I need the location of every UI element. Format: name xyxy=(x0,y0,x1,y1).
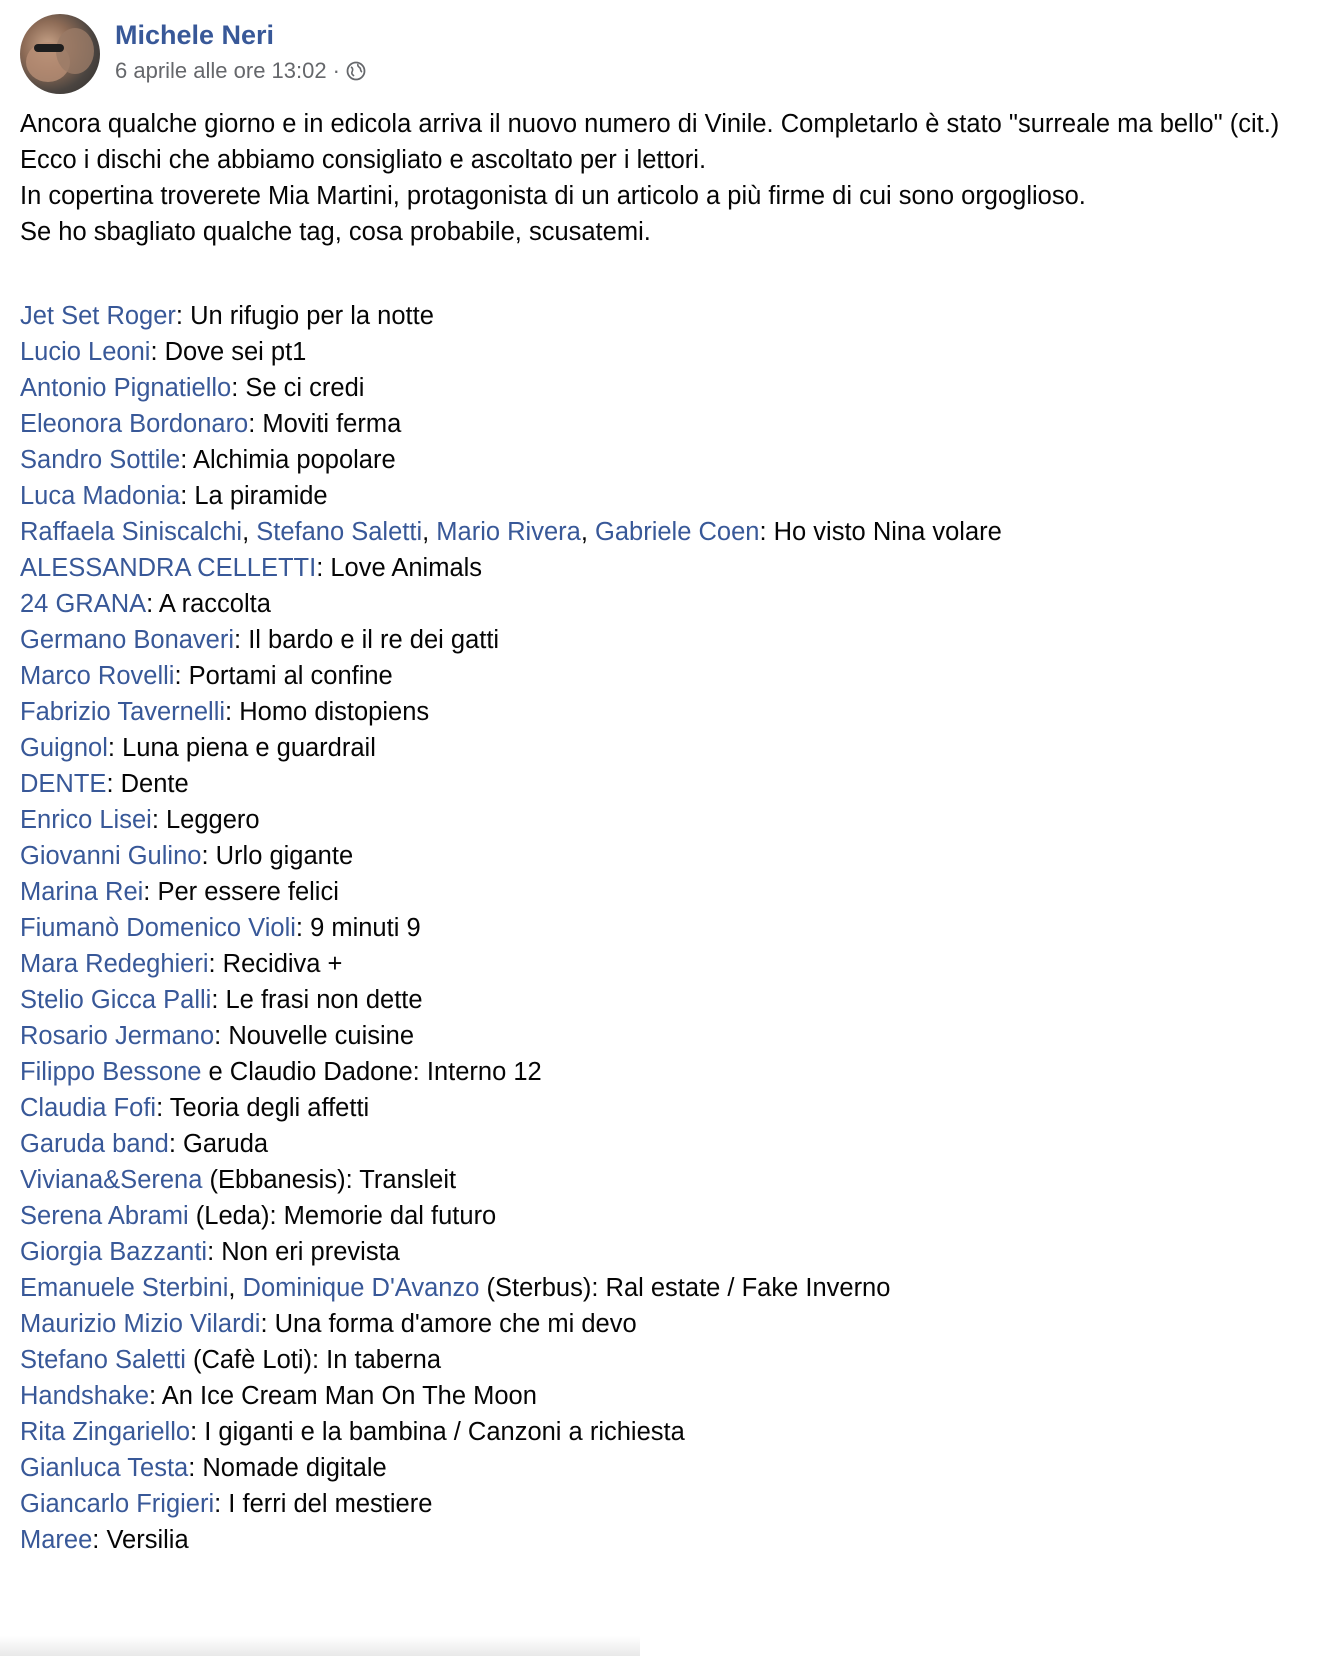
list-item xyxy=(20,298,1320,334)
album-text: : Teoria degli affetti xyxy=(156,1094,370,1122)
tagged-profile-link[interactable]: Viviana&Serena xyxy=(20,1166,203,1194)
list-item xyxy=(20,1018,1320,1054)
album-text: : Il bardo e il re dei gatti xyxy=(234,626,500,654)
album-text: (Leda): Memorie dal futuro xyxy=(188,1202,497,1230)
list-item xyxy=(20,838,1320,874)
meta-separator: · xyxy=(332,58,340,83)
tagged-profile-link[interactable]: Eleonora Bordonaro xyxy=(20,410,249,438)
tagged-profile-link[interactable]: ALESSANDRA CELLETTI xyxy=(20,554,317,582)
list-item xyxy=(20,658,1320,694)
tagged-profile-link[interactable]: Filippo Bessone xyxy=(20,1058,202,1086)
tagged-profile-link[interactable]: Maurizio Mizio Vilardi xyxy=(20,1310,261,1338)
tagged-profile-link[interactable]: Garuda band xyxy=(20,1130,169,1158)
album-text: : Garuda xyxy=(168,1130,269,1158)
list-item xyxy=(20,982,1320,1018)
album-text: , xyxy=(580,518,596,546)
album-text: : Le frasi non dette xyxy=(211,986,423,1014)
album-text: : Homo distopiens xyxy=(225,698,430,726)
intro-line: Ecco i dischi che abbiamo consigliato e ascoltato per i lettori. xyxy=(20,146,707,174)
tagged-profile-link[interactable]: Antonio Pignatiello xyxy=(20,374,232,402)
album-text: (Cafè Loti): In taberna xyxy=(185,1346,442,1374)
list-item xyxy=(20,1090,1320,1126)
album-text: , xyxy=(228,1274,243,1302)
tagged-profile-link[interactable]: Mario Rivera xyxy=(436,518,581,546)
truncation-fade xyxy=(0,1636,640,1656)
avatar[interactable] xyxy=(20,14,100,94)
tagged-profile-link[interactable]: Handshake xyxy=(20,1382,150,1410)
list-item xyxy=(20,586,1320,622)
album-text: : Dente xyxy=(106,770,189,798)
album-text: : Una forma d'amore che mi devo xyxy=(260,1310,637,1338)
album-text: : Urlo gigante xyxy=(201,842,354,870)
list-item xyxy=(20,802,1320,838)
intro-line: In copertina troverete Mia Martini, protagonista di un articolo a più firme di cui sono orgoglioso. xyxy=(20,182,1086,210)
list-item xyxy=(20,1162,1320,1198)
tagged-profile-link[interactable]: Giancarlo Frigieri xyxy=(20,1490,215,1518)
tagged-profile-link[interactable]: Raffaela Siniscalchi xyxy=(20,518,243,546)
tagged-profile-link[interactable]: Giorgia Bazzanti xyxy=(20,1238,208,1266)
list-item xyxy=(20,766,1320,802)
list-item xyxy=(20,406,1320,442)
globe-icon[interactable] xyxy=(346,59,366,79)
album-text: , xyxy=(422,518,437,546)
tagged-profile-link[interactable]: Maree xyxy=(20,1526,93,1554)
list-item xyxy=(20,1450,1320,1486)
post-timestamp[interactable]: 6 aprile alle ore 13:02 xyxy=(115,58,327,83)
album-text: : Alchimia popolare xyxy=(180,446,396,474)
tagged-profile-link[interactable]: Rosario Jermano xyxy=(20,1022,215,1050)
tagged-profile-link[interactable]: Lucio Leoni xyxy=(20,338,151,366)
album-text: : Per essere felici xyxy=(143,878,339,906)
tagged-profile-link[interactable]: Stefano Saletti xyxy=(20,1346,186,1374)
album-text: : Nouvelle cuisine xyxy=(214,1022,415,1050)
tagged-profile-link[interactable]: 24 GRANA xyxy=(20,590,147,618)
tagged-profile-link[interactable]: Emanuele Sterbini xyxy=(20,1274,229,1302)
list-item xyxy=(20,1126,1320,1162)
list-item xyxy=(20,550,1320,586)
tagged-profile-link[interactable]: Germano Bonaveri xyxy=(20,626,235,654)
album-text: : Love Animals xyxy=(316,554,483,582)
list-item xyxy=(20,1306,1320,1342)
album-text: : Recidiva + xyxy=(208,950,343,978)
album-text: : Moviti ferma xyxy=(248,410,402,438)
list-item xyxy=(20,442,1320,478)
album-text: : La piramide xyxy=(180,482,328,510)
tagged-profile-link[interactable]: Fiumanò Domenico Violi xyxy=(20,914,296,942)
tagged-profile-link[interactable]: Jet Set Roger xyxy=(20,302,176,330)
tagged-profile-link[interactable]: Mara Redeghieri xyxy=(20,950,209,978)
album-text: e Claudio Dadone: Interno 12 xyxy=(201,1058,542,1086)
author-name[interactable]: Michele Neri xyxy=(115,20,275,50)
album-text: : Luna piena e guardrail xyxy=(107,734,376,762)
tagged-profile-link[interactable]: Luca Madonia xyxy=(20,482,181,510)
album-text: : Versilia xyxy=(92,1526,189,1554)
tagged-profile-link[interactable]: Fabrizio Tavernelli xyxy=(20,698,226,726)
post-meta xyxy=(115,56,366,86)
album-text: : Se ci credi xyxy=(231,374,365,402)
album-text: : Nomade digitale xyxy=(188,1454,387,1482)
post-intro xyxy=(20,106,1320,250)
tagged-profile-link[interactable]: Enrico Lisei xyxy=(20,806,152,834)
album-list xyxy=(20,298,1320,1558)
list-item xyxy=(20,1486,1320,1522)
tagged-profile-link[interactable]: Gianluca Testa xyxy=(20,1454,189,1482)
list-item xyxy=(20,370,1320,406)
album-text: : Ho visto Nina volare xyxy=(759,518,1002,546)
album-text: : Leggero xyxy=(151,806,260,834)
album-text: : An Ice Cream Man On The Moon xyxy=(149,1382,537,1410)
tagged-profile-link[interactable]: Stelio Gicca Palli xyxy=(20,986,212,1014)
tagged-profile-link[interactable]: Claudia Fofi xyxy=(20,1094,157,1122)
intro-line: Se ho sbagliato qualche tag, cosa probabile, scusatemi. xyxy=(20,218,651,246)
list-item xyxy=(20,1270,1320,1306)
tagged-profile-link[interactable]: Stefano Saletti xyxy=(256,518,423,546)
tagged-profile-link[interactable]: Marco Rovelli xyxy=(20,662,175,690)
list-item xyxy=(20,334,1320,370)
list-item xyxy=(20,694,1320,730)
tagged-profile-link[interactable]: Dominique D'Avanzo xyxy=(242,1274,480,1302)
tagged-profile-link[interactable]: Marina Rei xyxy=(20,878,144,906)
tagged-profile-link[interactable]: DENTE xyxy=(20,770,107,798)
list-item xyxy=(20,1054,1320,1090)
list-item xyxy=(20,1522,1320,1558)
intro-line: Ancora qualche giorno e in edicola arriva il nuovo numero di Vinile. Completarlo è stato "surreale ma bello" (cit.) xyxy=(20,110,1280,138)
album-text: : I ferri del mestiere xyxy=(214,1490,433,1518)
list-item xyxy=(20,514,1320,550)
album-text: , xyxy=(242,518,257,546)
tagged-profile-link[interactable]: Guignol xyxy=(20,734,108,762)
album-text: : A raccolta xyxy=(146,590,271,618)
list-item xyxy=(20,478,1320,514)
album-text: : I giganti e la bambina / Canzoni a richiesta xyxy=(190,1418,685,1446)
tagged-profile-link[interactable]: Serena Abrami xyxy=(20,1202,189,1230)
album-text: (Sterbus): Ral estate / Fake Inverno xyxy=(479,1274,891,1302)
list-item xyxy=(20,874,1320,910)
list-item xyxy=(20,910,1320,946)
album-text: : Portami al confine xyxy=(174,662,393,690)
album-text: : 9 minuti 9 xyxy=(295,914,421,942)
album-text: : Dove sei pt1 xyxy=(150,338,307,366)
tagged-profile-link[interactable]: Giovanni Gulino xyxy=(20,842,202,870)
list-item xyxy=(20,1414,1320,1450)
list-item xyxy=(20,1198,1320,1234)
list-item xyxy=(20,1234,1320,1270)
list-item xyxy=(20,622,1320,658)
list-item xyxy=(20,1342,1320,1378)
tagged-profile-link[interactable]: Gabriele Coen xyxy=(595,518,760,546)
tagged-profile-link[interactable]: Sandro Sottile xyxy=(20,446,181,474)
album-text: : Non eri prevista xyxy=(207,1238,400,1266)
album-text: (Ebbanesis): Transleit xyxy=(202,1166,457,1194)
list-item xyxy=(20,730,1320,766)
tagged-profile-link[interactable]: Rita Zingariello xyxy=(20,1418,191,1446)
album-text: : Un rifugio per la notte xyxy=(175,302,434,330)
list-item xyxy=(20,1378,1320,1414)
list-item xyxy=(20,946,1320,982)
